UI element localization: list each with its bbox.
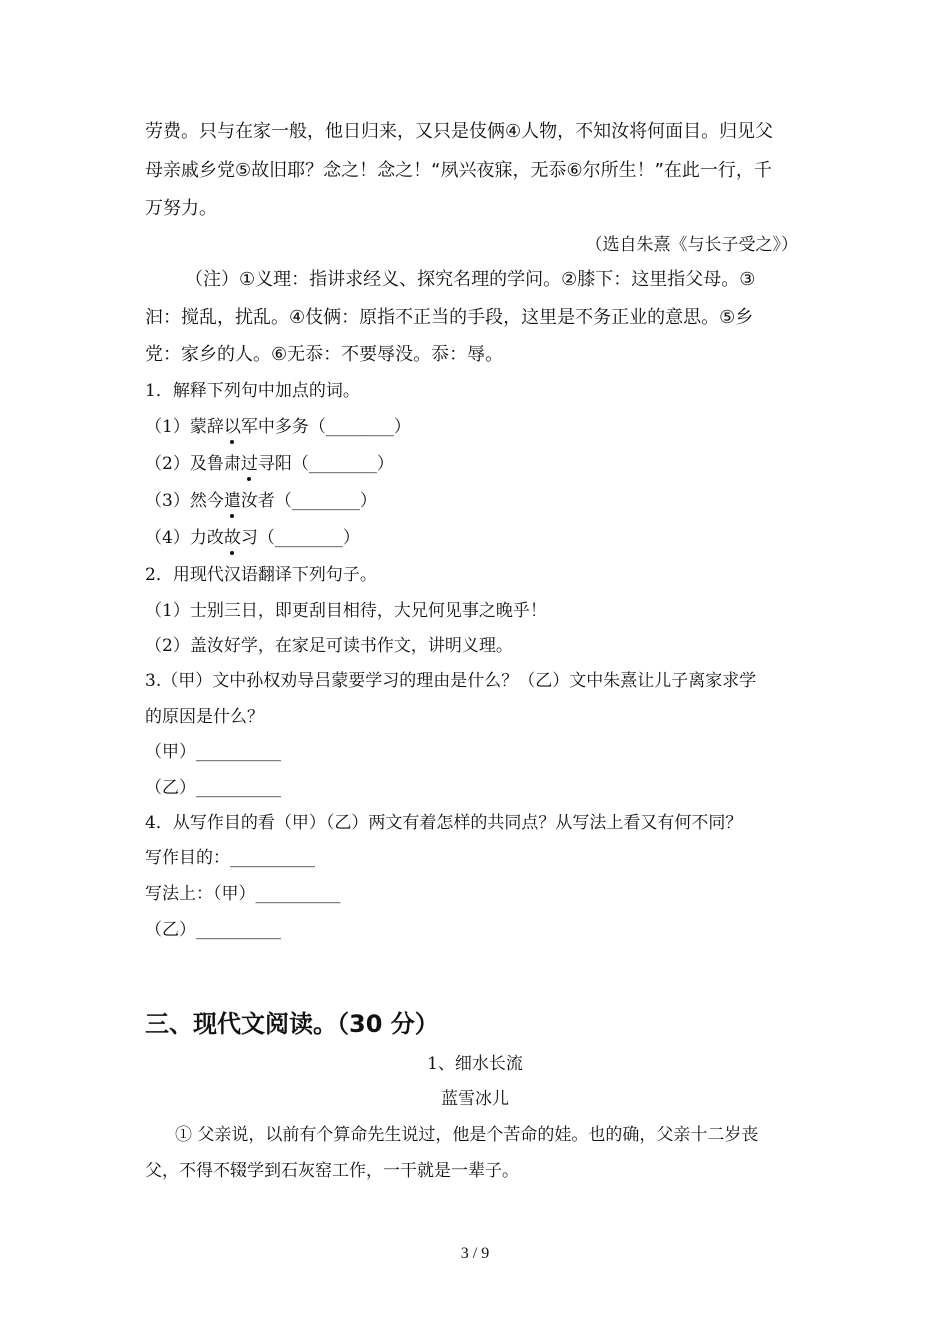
item-text: 寻阳（________）: [257, 454, 394, 474]
question-1-item: [145, 452, 394, 476]
item-text: （4）力改: [145, 528, 224, 548]
article-title: 1、细水长流: [427, 1054, 523, 1074]
answer-blank: （乙）__________: [145, 920, 281, 940]
question-3-stem: 3.（甲）文中孙权劝导吕蒙要学习的理由是什么？（乙）文中朱熹让儿子离家求学: [145, 671, 757, 691]
passage-line: 万努力。: [145, 198, 217, 219]
answer-blank: 写作目的：__________: [145, 848, 315, 868]
answer-blank: 写法上：（甲）__________: [145, 884, 341, 904]
item-text: （3）然今: [145, 491, 224, 511]
item-text: （2）及鲁肃: [145, 454, 241, 474]
question-1-item: [145, 526, 360, 550]
question-3-stem: 的原因是什么？: [145, 707, 264, 727]
dotted-word: 故: [223, 528, 241, 548]
question-1-stem: 1．解释下列句中加点的词。: [145, 381, 360, 401]
notes-line: 汩：搅乱，扰乱。④伎俩：原指不正当的手段，这里是不务正业的意思。⑤乡: [145, 307, 754, 328]
notes-line: （注）①义理：指讲求经义、探究名理的学问。②膝下：这里指父母。③: [185, 269, 756, 290]
item-text: 汝者（________）: [240, 491, 377, 511]
passage-line: 母亲戚乡党⑤故旧耶？念之！念之！“夙兴夜寐，无忝⑥尔所生！”在此一行，千: [145, 160, 772, 181]
question-2-sentence: （2）盖汝好学，在家足可读书作文，讲明义理。: [145, 636, 513, 656]
notes-line: 党：家乡的人。⑥无忝：不要辱没。忝：辱。: [145, 344, 504, 365]
section-heading: 三、现代文阅读。（30 分）: [145, 1010, 439, 1038]
article-paragraph: ① 父亲说，以前有个算命先生说过，他是个苦命的娃。也的确，父亲十二岁丧: [175, 1125, 759, 1145]
item-text: 习（________）: [240, 528, 360, 548]
page-number: 3 / 9: [460, 1245, 490, 1262]
answer-blank: （甲）__________: [145, 742, 281, 762]
answer-blank: （乙）__________: [145, 778, 281, 798]
item-text: 军中多务（________）: [240, 417, 411, 437]
question-1-item: [145, 489, 377, 513]
article-paragraph: 父，不得不辍学到石灰窑工作，一干就是一辈子。: [145, 1161, 519, 1181]
question-4-stem: 4．从写作目的看（甲）（乙）两文有着怎样的共同点？从写法上看又有何不同？: [145, 813, 743, 833]
passage-line: 劳费。只与在家一般，他日归来，又只是伎俩④人物，不知汝将何面目。归见父: [145, 121, 774, 142]
question-2-stem: 2．用现代汉语翻译下列句子。: [145, 565, 377, 585]
source-citation: （选自朱熹《与长子受之》）: [585, 235, 798, 255]
question-2-sentence: （1）士别三日，即更刮目相待，大兄何见事之晚乎！: [145, 601, 547, 621]
dotted-word: 过: [240, 454, 258, 474]
article-author: 蓝雪冰儿: [441, 1089, 509, 1109]
question-1-item: [145, 415, 411, 439]
dotted-word: 以: [223, 417, 241, 437]
item-text: （1）蒙辞: [145, 417, 224, 437]
dotted-word: 遣: [223, 491, 241, 511]
